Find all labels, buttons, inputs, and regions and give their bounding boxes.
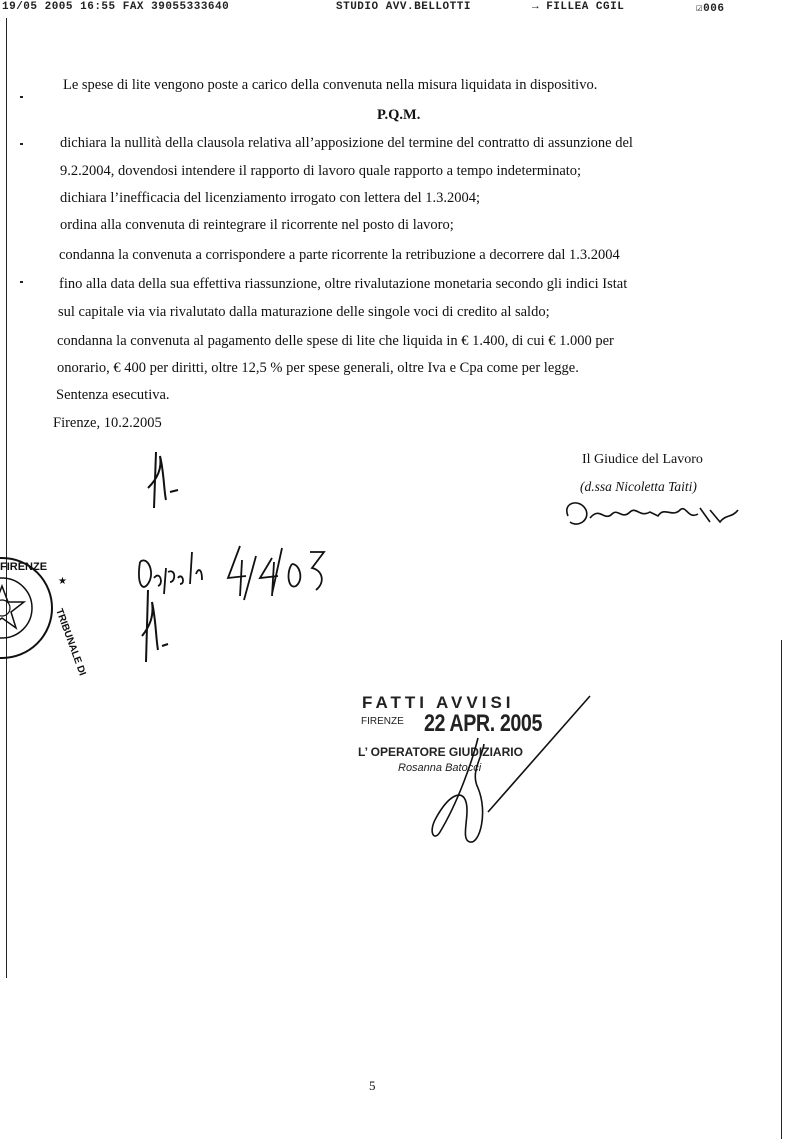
handwritten-initial-bottom [138,586,178,666]
body-line: 9.2.2004, dovendosi intendere il rapporto di lavoro quale rapporto a tempo indeterminato; [60,163,582,179]
fax-recipient: → FILLEA CGIL [532,1,625,13]
right-scan-edge [781,640,782,1139]
handwritten-initial-top [142,448,192,518]
stamp-date: 22 APR. 2005 [424,710,542,737]
page-number: 5 [369,1078,376,1093]
body-line: condanna la convenuta a corrispondere a parte ricorrente la retribuzione a decorrere dal 1.3.2004 [59,247,620,263]
fax-sender: STUDIO AVV.BELLOTTI [336,1,471,13]
stamp-officer-title: L’ OPERATORE GIUDIZIARIO [358,745,523,759]
judge-signature [560,496,750,530]
body-line: dichiara la nullità della clausola relativa all’apposizione del termine del contratto di assunzione del [60,135,633,151]
body-line: fino alla data della sua effettiva riassunzione, oltre rivalutazione monetaria secondo gli indici Istat [59,276,628,292]
place-date: Firenze, 10.2.2005 [53,415,162,431]
judge-name: (d.ssa Nicoletta Taiti) [580,479,697,494]
body-line: dichiara l’inefficacia del licenziamento irrogato con lettera del 1.3.2004; [60,190,481,206]
executive-sentence: Sentenza esecutiva. [56,387,170,403]
body-line: sul capitale via via rivalutato dalla maturazione delle singole voci di credito al saldo; [58,304,550,320]
pqm-heading: P.Q.M. [377,107,421,123]
margin-mark [20,281,23,283]
fax-page-marker: ☑006 [696,3,725,15]
svg-text:★: ★ [58,576,67,587]
fax-header [0,0,800,16]
margin-mark [20,143,23,145]
body-line: ordina alla convenuta di reintegrare il ricorrente nel posto di lavoro; [60,217,454,233]
fax-datetime: 19/05 2005 16:55 FAX 39055333640 [2,1,230,13]
judge-title: Il Giudice del Lavoro [582,452,703,467]
left-scan-edge [6,18,7,978]
svg-text:TRIBUNALE DI: TRIBUNALE DI [53,607,88,678]
svg-text:FIRENZE: FIRENZE [0,561,48,573]
stamp-signature [418,692,598,852]
stamp-notice: FATTI AVVISI [362,693,515,712]
margin-mark [20,96,23,98]
court-seal [0,548,88,678]
body-line: condanna la convenuta al pagamento delle spese di lite che liquida in € 1.400, di cui € 1.000 per [57,333,614,349]
body-line: onorario, € 400 per diritti, oltre 12,5 % per spese generali, oltre Iva e Cpa come per legge. [57,360,579,376]
stamp-signatory: Rosanna Batocci [398,762,482,774]
intro-paragraph: Le spese di lite vengono poste a carico della convenuta nella misura liquidata in dispositivo. [63,77,598,93]
stamp-city: FIRENZE [361,716,404,727]
